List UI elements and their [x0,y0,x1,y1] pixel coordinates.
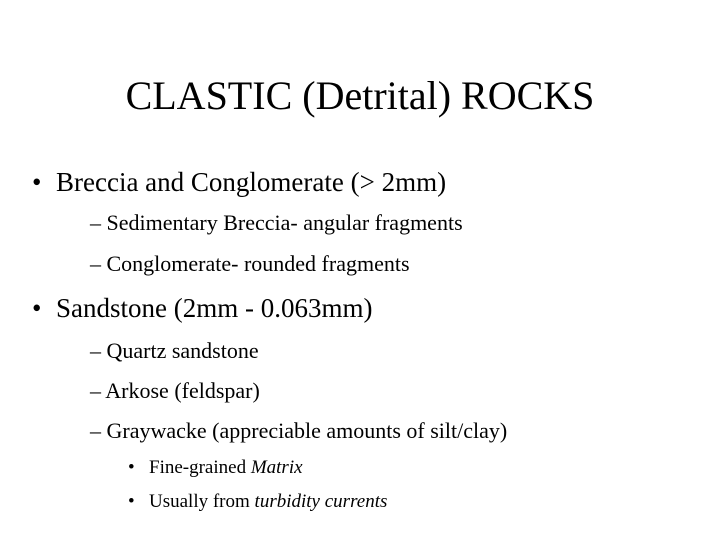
bullet-dot-icon: • [32,293,42,323]
sub-bullet-conglomerate: – Conglomerate- rounded fragments [90,251,410,276]
sub-sub-bullet-matrix [128,456,303,480]
bullet-text: Usually from [149,491,255,512]
bullet-breccia-conglomerate [32,166,446,198]
bullet-dot-icon: • [128,491,135,512]
bullet-text: Breccia and Conglomerate (> 2mm) [56,167,447,197]
bullet-dot-icon: • [32,167,42,197]
sub-bullet-sedimentary-breccia: – Sedimentary Breccia- angular fragments [90,210,463,235]
slide-title: CLASTIC (Detrital) ROCKS [125,73,595,118]
sub-bullet-quartz-sandstone: – Quartz sandstone [90,338,259,363]
bullet-italic-text: turbidity currents [254,491,388,512]
bullet-sandstone [32,292,372,324]
bullet-dot-icon: • [128,457,135,478]
bullet-italic-text: Matrix [250,457,303,478]
bullet-text: Sandstone (2mm - 0.063mm) [56,293,373,323]
bullet-text: Fine-grained [149,457,251,478]
sub-sub-bullet-turbidity [128,490,387,514]
sub-bullet-graywacke: – Graywacke (appreciable amounts of silt/clay) [90,418,508,443]
sub-bullet-arkose: – Arkose (feldspar) [90,378,260,403]
